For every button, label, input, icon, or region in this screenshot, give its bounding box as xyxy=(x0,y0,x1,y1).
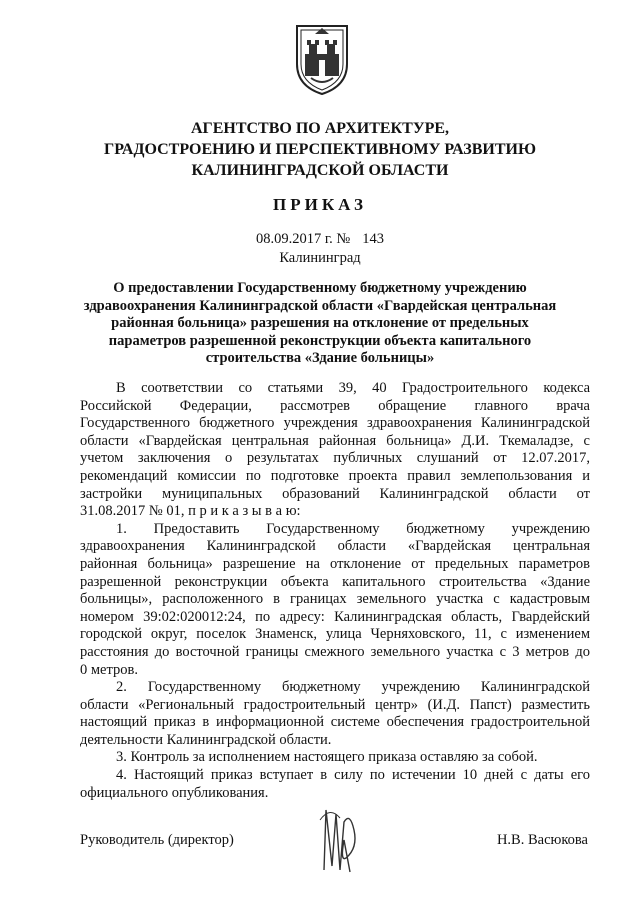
subject-line: районная больница» разрешения на отклонение от предельных xyxy=(111,315,529,331)
body-line: области «Гвардейская центральная районная больница» Д.И. Ткемаладзе, с xyxy=(80,432,590,449)
body-line: расстояния до восточной границы смежного земельного участка с 3 метров до xyxy=(80,643,590,660)
document-type-title: ПРИКАЗ xyxy=(273,195,367,214)
coat-of-arms-emblem xyxy=(293,20,351,96)
body-line: разрешенной реконструкции объекта капитального строительства «Здание xyxy=(80,573,590,590)
body-line: 1. Предоставить Государственному бюджетному учреждению xyxy=(116,520,590,537)
signatory-name: Н.В. Васюкова xyxy=(496,832,588,848)
body-line: 3. Контроль за исполнением настоящего приказа оставляю за собой. xyxy=(116,749,538,766)
body-line: деятельности Калининградской области. xyxy=(80,731,332,748)
body-line: Российской Федерации, рассмотрев обращение главного врача xyxy=(80,397,590,414)
agency-header xyxy=(60,118,580,181)
body-line: официального опубликования. xyxy=(80,784,269,801)
body-line: настоящий приказ в информационной системе обеспечения градостроительной xyxy=(80,714,590,731)
body-line: районная больница» разрешение на отклонение от предельных параметров xyxy=(80,555,590,572)
subject-line: здравоохранения Калининградской области «Гвардейская центральная xyxy=(83,297,557,314)
body-line: области «Региональный градостроительный центр» (И.Д. Папст) разместить xyxy=(80,696,590,713)
agency-line-3: КАЛИНИНГРАДСКОЙ ОБЛАСТИ xyxy=(191,162,449,179)
agency-line-1: АГЕНТСТВО ПО АРХИТЕКТУРЕ, xyxy=(190,120,450,137)
body-line: рекомендаций комиссии по подготовке проекта правил землепользования и xyxy=(80,467,590,484)
handwritten-signature xyxy=(310,800,370,880)
body-line: номером 39:02:020012:24, по адресу: Калининградская область, Гвардейский xyxy=(80,608,590,625)
body-line: 2. Государственному бюджетному учреждению Калининградской xyxy=(116,679,590,696)
body-line: 4. Настоящий приказ вступает в силу по истечении 10 дней с даты его xyxy=(116,767,590,784)
body-line: учетом заключения о результатах публичных слушаний от 12.07.2017, xyxy=(80,450,590,467)
document-subject xyxy=(70,280,570,368)
document-body xyxy=(80,380,590,802)
subject-line: О предоставлении Государственному бюджетному учреждению xyxy=(113,280,527,296)
body-line: В соответствии со статьями 39, 40 Градостроительного кодекса xyxy=(116,380,590,396)
document-city: Калининград xyxy=(279,250,361,266)
date-number-block xyxy=(60,230,580,268)
body-line: городской округ, поселок Знаменск, улица Черняховского, 11, с изменением xyxy=(80,626,590,643)
body-line: Государственного бюджетного учреждения здравоохранения Калининградской xyxy=(80,415,590,432)
body-line: застройки муниципальных образований Калининградской области от xyxy=(80,485,590,502)
body-line: 0 метров. xyxy=(80,661,138,678)
agency-line-2: ГРАДОСТРОЕНИЮ И ПЕРСПЕКТИВНОМУ РАЗВИТИЮ xyxy=(104,141,536,158)
document-number: 143 xyxy=(362,231,385,247)
body-line: 31.08.2017 № 01, п р и к а з ы в а ю: xyxy=(80,503,301,520)
signatory-position: Руководитель (директор) xyxy=(80,832,234,848)
subject-line: параметров разрешенной реконструкции объекта капитального xyxy=(108,332,532,349)
document-date: 08.09.2017 г. № xyxy=(255,231,351,247)
body-line: больницы», расположенного в границах земельного участка с кадастровым xyxy=(80,591,590,608)
subject-line: строительства «Здание больницы» xyxy=(205,350,435,366)
body-line: здравоохранения Калининградской области «Гвардейская центральная xyxy=(80,538,590,555)
